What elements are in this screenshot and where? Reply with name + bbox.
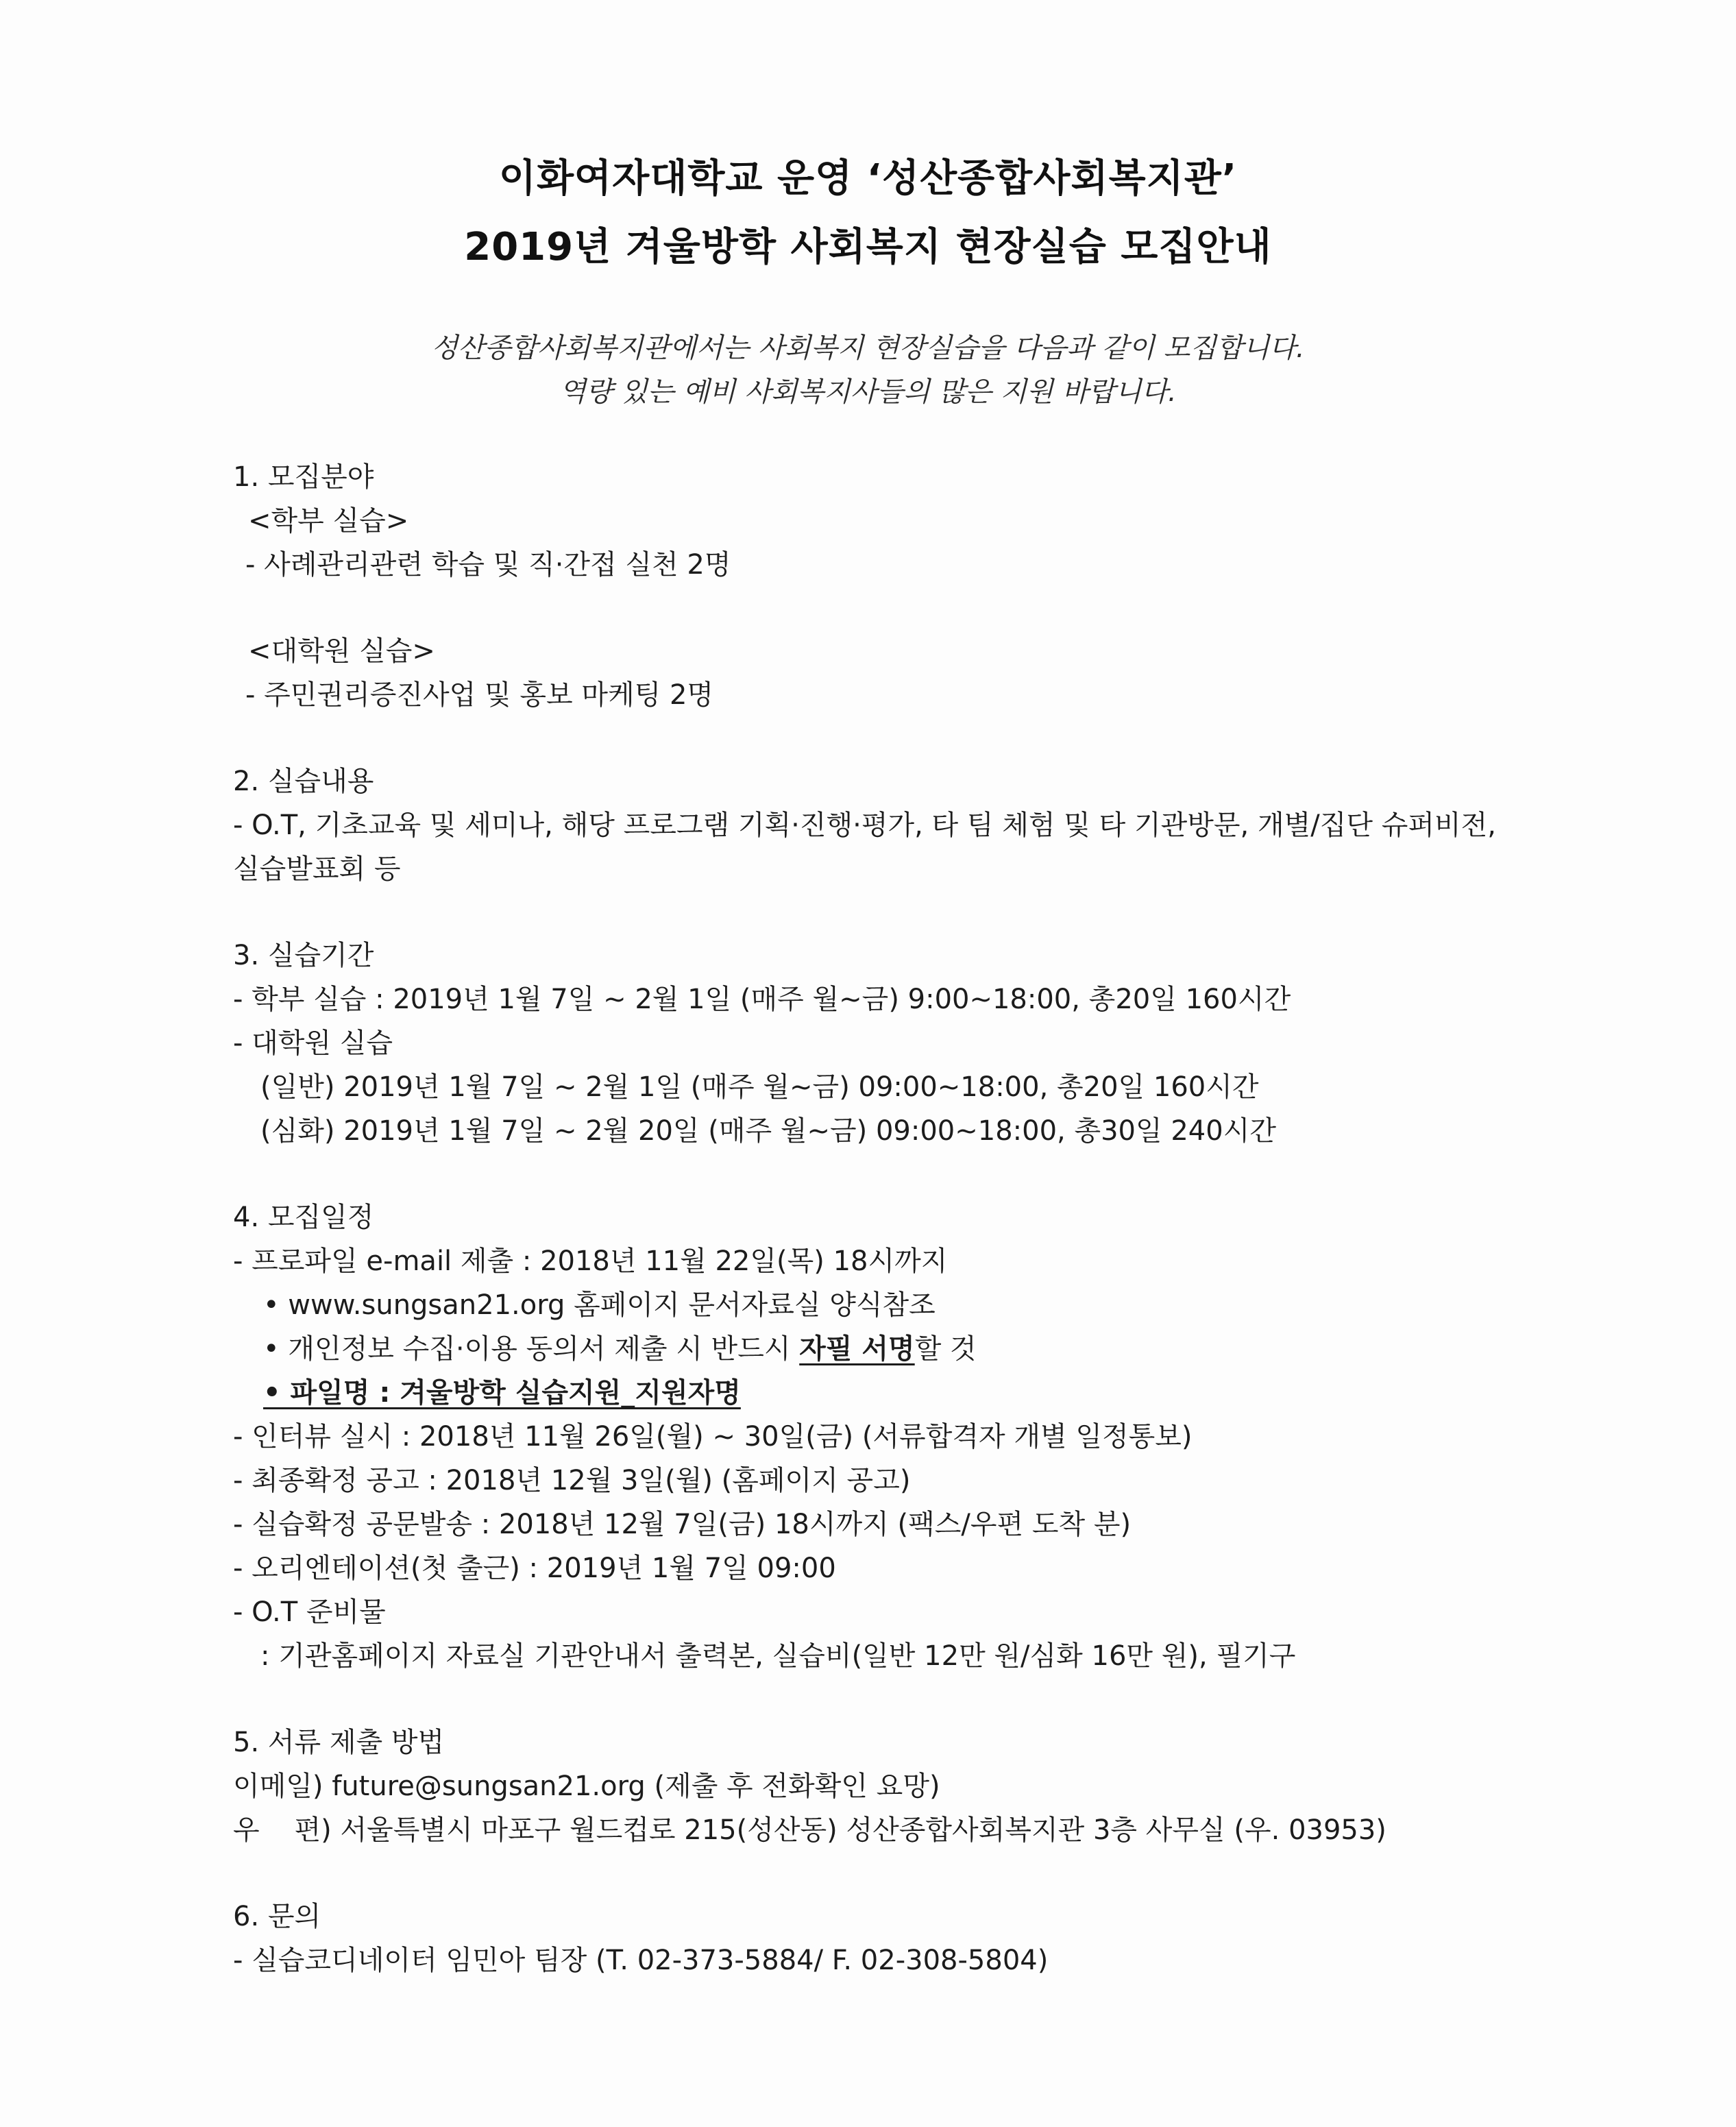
section1-undergrad-label: <학부 실습> [248, 505, 409, 537]
section2-item-line2: 실습발표회 등 [233, 853, 401, 885]
section2-heading: 2. 실습내용 [233, 766, 374, 797]
section4-official-letter: - 실습확정 공문발송 : 2018년 12월 7일(금) 18시까지 (팩스/우편 도착 분) [233, 1509, 1132, 1540]
section4-bullet-consent [263, 1330, 977, 1368]
section4-interview: - 인터뷰 실시 : 2018년 11월 26일(월) ~ 30일(금) (서류합격자 개별 일정통보) [233, 1421, 1193, 1453]
section5-post: 우 편) 서울특별시 마포구 월드컵로 215(성산동) 성산종합사회복지관 3층 사무실 (우. 03953) [233, 1814, 1386, 1846]
section6-heading: 6. 문의 [233, 1901, 321, 1932]
section6-contact: - 실습코디네이터 임민아 팀장 (T. 02-373-5884/ F. 02-308-5804) [233, 1945, 1049, 1976]
section1-heading: 1. 모집분야 [233, 461, 374, 493]
section3-heading: 3. 실습기간 [233, 940, 374, 971]
section1-grad-label: <대학원 실습> [248, 635, 435, 667]
document-title-line2: 2019년 겨울방학 사회복지 현장실습 모집안내 [464, 225, 1272, 269]
intro-line1: 성산종합사회복지관에서는 사회복지 현장실습을 다음과 같이 모집합니다. [431, 332, 1305, 364]
section3-undergrad: - 학부 실습 : 2019년 1월 7일 ~ 2월 1일 (매주 월~금) 9:00~18:00, 총20일 160시간 [233, 984, 1291, 1015]
section4-profile: - 프로파일 e-mail 제출 : 2018년 11월 22일(목) 18시까지 [233, 1245, 948, 1277]
section4-bullet-homepage: • www.sungsan21.org 홈페이지 문서자료실 양식참조 [263, 1289, 936, 1321]
section3-grad-advanced: (심화) 2019년 1월 7일 ~ 2월 20일 (매주 월~금) 09:00~18:00, 총30일 240시간 [260, 1115, 1276, 1147]
section2-item-line1: - O.T, 기초교육 및 세미나, 해당 프로그램 기획·진행·평가, 타 팀 체험 및 타 기관방문, 개별/집단 슈퍼비전, [233, 810, 1496, 841]
section4-final-notice: - 최종확정 공고 : 2018년 12월 3일(월) (홈페이지 공고) [233, 1465, 911, 1496]
section5-email: 이메일) future@sungsan21.org (제출 후 전화확인 요망) [233, 1771, 940, 1802]
section4-orientation: - 오리엔테이션(첫 출근) : 2019년 1월 7일 09:00 [233, 1553, 836, 1584]
consent-text-after: 할 것 [914, 1333, 977, 1365]
consent-text-before: • 개인정보 수집·이용 동의서 제출 시 반드시 [263, 1333, 800, 1365]
section4-heading: 4. 모집일정 [233, 1202, 374, 1233]
consent-signature-emphasis: 자필 서명 [799, 1333, 915, 1365]
section1-grad-item: - 주민권리증진사업 및 홍보 마케팅 2명 [245, 679, 714, 711]
document-title-line1: 이화여자대학교 운영 ‘성산종합사회복지관’ [498, 156, 1238, 201]
section3-grad-general: (일반) 2019년 1월 7일 ~ 2월 1일 (매주 월~금) 09:00~18:00, 총20일 160시간 [260, 1071, 1259, 1103]
intro-line2: 역량 있는 예비 사회복지사들의 많은 지원 바랍니다. [559, 376, 1177, 408]
section1-undergrad-item: - 사례관리관련 학습 및 직·간접 실천 2명 [245, 549, 731, 581]
section4-ot-materials-label: - O.T 준비물 [233, 1596, 386, 1628]
section5-heading: 5. 서류 제출 방법 [233, 1727, 445, 1758]
section4-bullet-filename: • 파일명 : 겨울방학 실습지원_지원자명 [263, 1377, 741, 1409]
section3-grad-label: - 대학원 실습 [233, 1028, 393, 1059]
section4-ot-materials: : 기관홈페이지 자료실 기관안내서 출력본, 실습비(일반 12만 원/심화 16만 원), 필기구 [260, 1640, 1296, 1672]
